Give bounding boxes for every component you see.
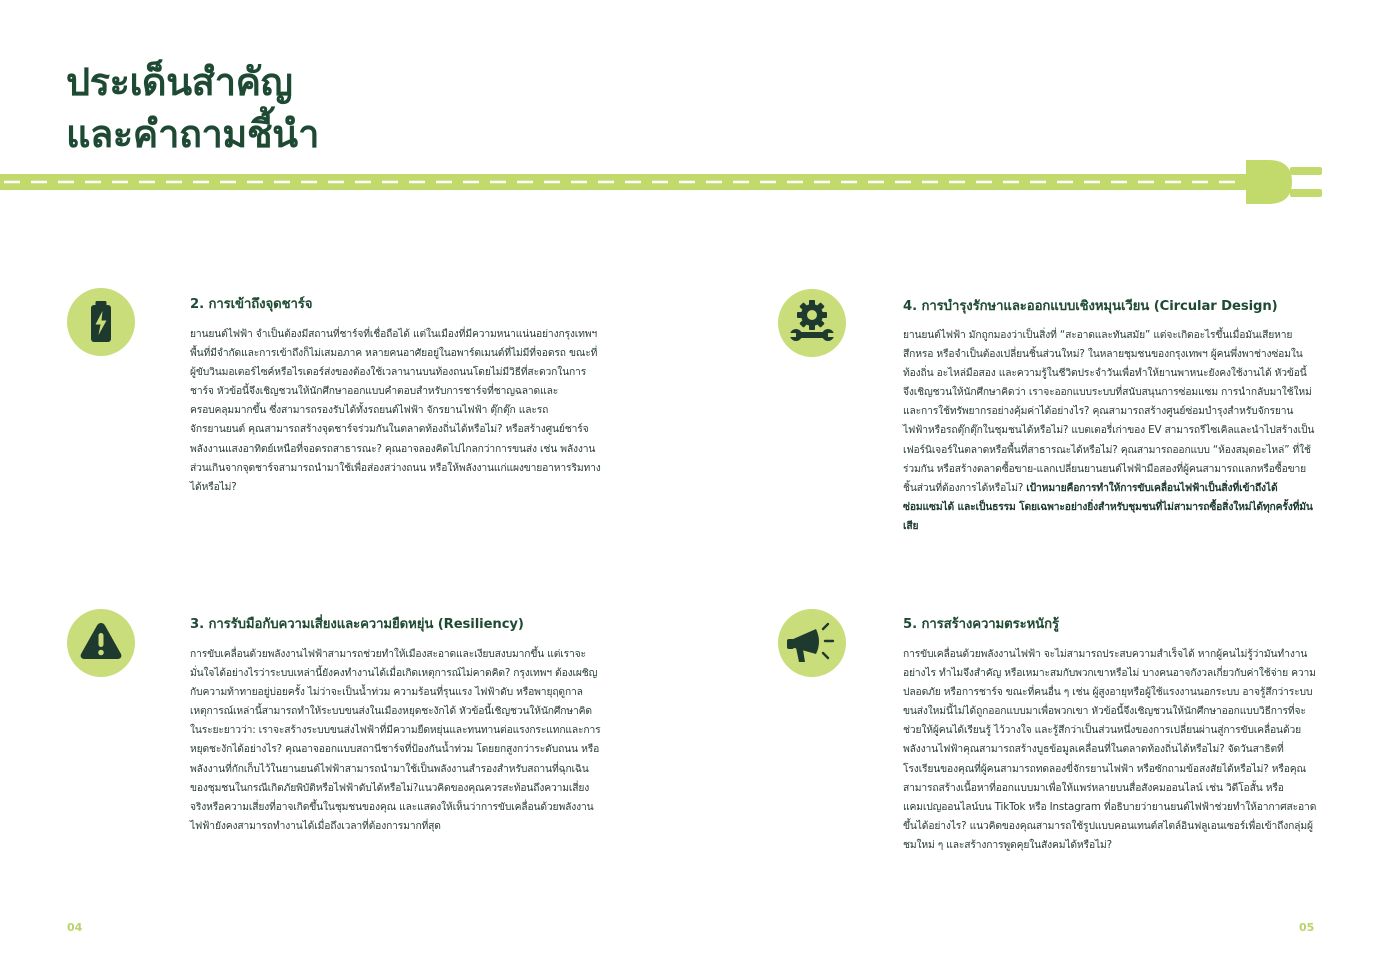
warning-icon xyxy=(67,609,135,677)
page-title xyxy=(66,56,319,160)
section-2-title: 2. การเข้าถึงจุดชาร์จ xyxy=(190,297,313,312)
section-2-body: ยานยนต์ไฟฟ้า จำเป็นต้องมีสถานที่ชาร์จที่เชื่อถือได้ แต่ในเมืองที่มีความหนาแน่นอย่างกรุงเทพฯ พื้นที่มีจำกัดและการเข้าถึงก็ไม่เสมอภาค หลายคนอาศัยอยู่ในอพาร์ตเมนต์ที่ไม่มีที่จอดรถ ขณะที่ผู้ขับวินมอเตอร์ไซค์หรือไรเดอร์ส่งของต้องใช้เวลานานบนท้องถนนโดยไม่มีวิธีที่สะดวกในการชาร์จ หัวข้อนี้จึงเชิญชวนให้นักศึกษาออกแบบคำตอบสำหรับการชาร์จที่ชาญฉลาดและครอบคลุมมากขึ้น ซึ่งสามารถรองรับได้ทั้งรถยนต์ไฟฟ้า จักรยานไฟฟ้า ตุ๊กตุ๊ก และรถจักรยานยนต์ คุณสามารถสร้างจุดชาร์จร่วมกันในตลาดท้องถิ่นได้หรือไม่? หรือสร้างศูนย์ชาร์จพลังงานแสงอาทิตย์เหนือที่จอดรถสาธารณะ? คุณอาจลองคิดไปไกลกว่าการขนส่ง เช่น พลังงานส่วนเกินจากจุดชาร์จสามารถนำมาใช้เพื่อส่องสว่างถนน หรือให้พลังงานแก่แผงขายอาหารริมทางได้หรือไม่? xyxy=(190,328,601,493)
section-5-title: 5. การสร้างความตระหนักรู้ xyxy=(903,617,1059,632)
gear-wrench-icon xyxy=(778,289,846,357)
section-4-body-emphasis: เป้าหมายคือการทำให้การขับเคลื่อนไฟฟ้าเป็นสิ่งที่เข้าถึงได้ ซ่อมแซมได้ และเป็นธรรม โดยเฉพาะอย่างยิ่งสำหรับชุมชนที่ไม่สามารถซื้อสิ่งใหม่ได้ทุกครั้งที่มันเสีย xyxy=(903,481,1313,532)
page-number-left: 04 xyxy=(67,921,83,934)
power-cable-plug-icon xyxy=(0,156,1373,208)
battery-charging-icon xyxy=(67,288,135,356)
page-number-right: 05 xyxy=(1299,921,1315,934)
section-4-body-text: ยานยนต์ไฟฟ้า มักถูกมองว่าเป็นสิ่งที่ “สะอาดและทันสมัย” แต่จะเกิดอะไรขึ้นเมื่อมันเสียหาย สึกหรอ หรือจำเป็นต้องเปลี่ยนชิ้นส่วนใหม่? ในหลายชุมชนของกรุงเทพฯ ผู้คนพึ่งพาช่างซ่อมในท้องถิ่น อะไหล่มือสอง และความรู้ในชีวิตประจำวันเพื่อทำให้ยานพาหนะยังคงใช้งานได้ หัวข้อนี้จึงเชิญชวนให้นักศึกษาคิดว่า เราจะออกแบบระบบที่สนับสนุนการซ่อมแซม การนำกลับมาใช้ใหม่ และการใช้ทรัพยากรอย่างคุ้มค่าได้อย่างไร? คุณสามารถสร้างศูนย์ซ่อมบำรุงสำหรับจักรยานไฟฟ้าหรือรถตุ๊กตุ๊กในชุมชนได้หรือไม่? แบตเตอรี่เก่าของ EV สามารถรีไซเคิลและนำไปสร้างเป็นเฟอร์นิเจอร์ในตลาดหรือพื้นที่สาธารณะได้หรือไม่? คุณสามารถออกแบบ “ห้องสมุดอะไหล่” ที่ใช้ร่วมกัน หรือสร้างตลาดซื้อขาย-แลกเปลี่ยนยานยนต์ไฟฟ้ามือสองที่ผู้คนสามารถแลกหรือซื้อขายชิ้นส่วนที่ต้องการได้หรือไม่? xyxy=(903,329,1315,494)
section-3-title: 3. การรับมือกับความเสี่ยงและความยืดหยุ่น (Resiliency) xyxy=(190,617,524,632)
section-5-body: การขับเคลื่อนด้วยพลังงานไฟฟ้า จะไม่สามารถประสบความสำเร็จได้ หากผู้คนไม่รู้ว่ามันทำงานอย่างไร ทำไมจึงสำคัญ หรือเหมาะสมกับพวกเขาหรือไม่ บางคนอาจกังวลเกี่ยวกับค่าใช้จ่าย ความปลอดภัย หรือการชาร์จ ขณะที่คนอื่น ๆ เช่น ผู้สูงอายุหรือผู้ใช้แรงงานนอกระบบ อาจรู้สึกว่าระบบขนส่งใหม่นี้ไม่ได้ถูกออกแบบมาเพื่อพวกเขา หัวข้อนี้จึงเชิญชวนให้นักศึกษาออกแบบวิธีการที่จะช่วยให้ผู้คนได้เรียนรู้ ไว้วางใจ และรู้สึกว่าเป็นส่วนหนึ่งของการเปลี่ยนผ่านสู่การขับเคลื่อนด้วยพลังงานไฟฟ้าคุณสามารถสร้างบูธข้อมูลเคลื่อนที่ในตลาดท้องถิ่นได้หรือไม่? จัดวันสาธิตที่โรงเรียนของคุณที่ผู้คนสามารถทดลองขี่จักรยานไฟฟ้า หรือซักถามข้อสงสัยได้หรือไม่? หรือคุณสามารถสร้างเนื้อหาที่ออกแบบมาเพื่อให้แพร่หลายบนสื่อสังคมออนไลน์ เช่น วิดีโอสั้น หรือแคมเปญออนไลน์บน TikTok หรือ Instagram ที่อธิบายว่ายานยนต์ไฟฟ้าช่วยทำให้อากาศสะอาดขึ้นได้อย่างไร? แนวคิดของคุณสามารถใช้รูปแบบคอนเทนต์สไตล์อินฟลูเอนเซอร์เพื่อเข้าถึงกลุ่มผู้ชมใหม่ ๆ และสร้างการพูดคุยในสังคมได้หรือไม่? xyxy=(903,648,1317,851)
section-4-body xyxy=(903,326,1317,536)
page-title-line-2: และคำถามชี้นำ xyxy=(66,112,319,156)
megaphone-icon xyxy=(778,609,846,677)
section-3-body: การขับเคลื่อนด้วยพลังงานไฟฟ้าสามารถช่วยทำให้เมืองสะอาดและเงียบสงบมากขึ้น แต่เราจะมั่นใจได้อย่างไรว่าระบบเหล่านี้ยังคงทำงานได้เมื่อเกิดเหตุการณ์ไม่คาดคิด? กรุงเทพฯ ต้องเผชิญกับความท้าทายอยู่บ่อยครั้ง ไม่ว่าจะเป็นน้ำท่วม ความร้อนที่รุนแรง ไฟฟ้าดับ หรือพายุฤดูกาล เหตุการณ์เหล่านี้สามารถทำให้ระบบขนส่งในเมืองหยุดชะงักได้ หัวข้อนี้เชิญชวนให้นักศึกษาคิดในระยะยาวว่า: เราจะสร้างระบบขนส่งไฟฟ้าที่มีความยืดหยุ่นและทนทานต่อแรงกระแทกและการหยุดชะงักได้อย่างไร? คุณอาจออกแบบสถานีชาร์จที่ป้องกันน้ำท่วม โดยยกสูงกว่าระดับถนน หรือพลังงานที่กักเก็บไว้ในยานยนต์ไฟฟ้าสามารถนำมาใช้เป็นพลังงานสำรองสำหรับสถานที่ฉุกเฉินของชุมชนในกรณีเกิดภัยพิบัติหรือไฟฟ้าดับได้หรือไม่?แนวคิดของคุณควรสะท้อนถึงความเสี่ยงจริงหรือความเสี่ยงที่อาจเกิดขึ้นในชุมชนของคุณ และแสดงให้เห็นว่าการขับเคลื่อนด้วยพลังงานไฟฟ้ายังคงสามารถทำงานได้เมื่อถึงเวลาที่ต้องการมากที่สุด xyxy=(190,648,601,832)
page-title-line-1: ประเด็นสำคัญ xyxy=(66,60,293,104)
section-4-title: 4. การบำรุงรักษาและออกแบบเชิงหมุนเวียน (Circular Design) xyxy=(903,299,1278,314)
